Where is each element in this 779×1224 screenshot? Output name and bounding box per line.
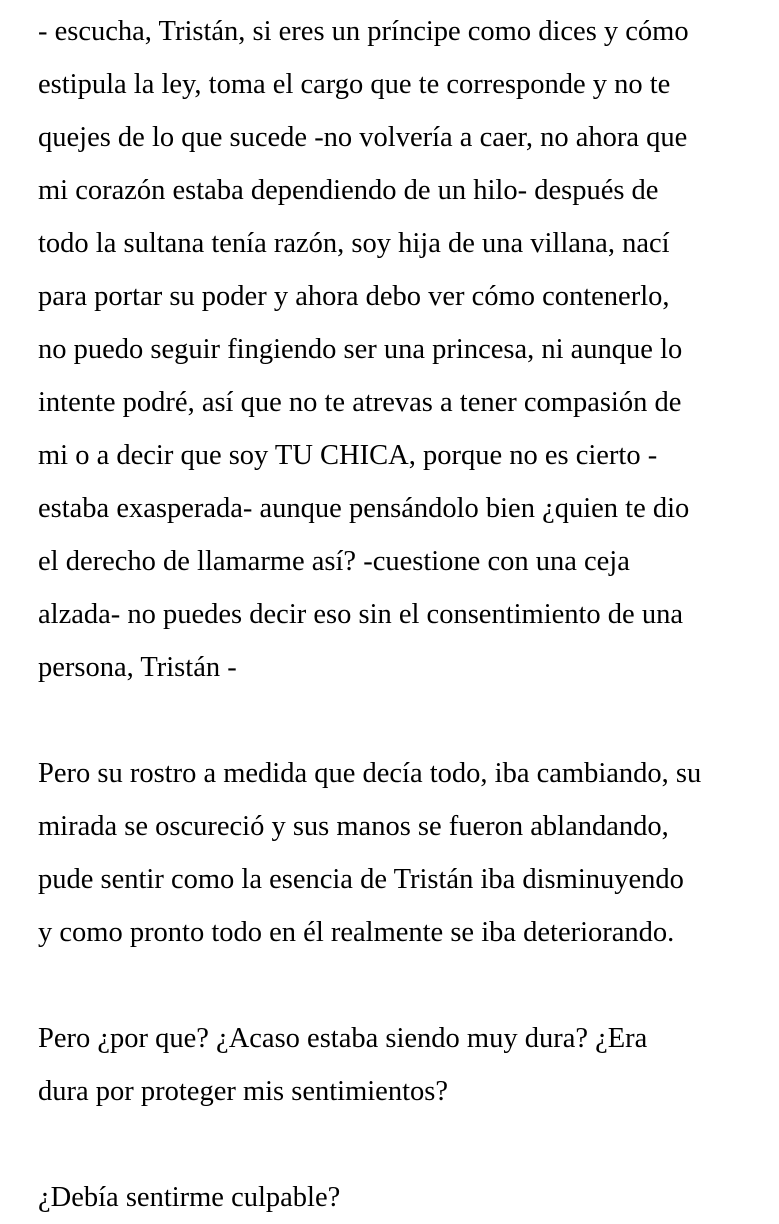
text-line: mi o a decir que soy TU CHICA, porque no es cierto - — [38, 440, 658, 471]
paragraph-2 — [38, 747, 759, 959]
text-line: dura por proteger mis sentimientos? — [38, 1076, 448, 1107]
text-line: mi corazón estaba dependiendo de un hilo- después de — [38, 175, 659, 206]
text-line: y como pronto todo en él realmente se iba deteriorando. — [38, 917, 675, 948]
text-line: no puedo seguir fingiendo ser una princesa, ni aunque lo — [38, 334, 683, 365]
paragraph-spacer — [38, 1118, 759, 1171]
text-line: estaba exasperada- aunque pensándolo bien ¿quien te dio — [38, 493, 690, 524]
text-line: alzada- no puedes decir eso sin el consentimiento de una — [38, 599, 683, 630]
text-line: todo la sultana tenía razón, soy hija de una villana, nací — [38, 228, 670, 259]
text-line: Pero ¿por que? ¿Acaso estaba siendo muy dura? ¿Era — [38, 1023, 648, 1054]
text-line: quejes de lo que sucede -no volvería a caer, no ahora que — [38, 122, 688, 153]
text-line: intente podré, así que no te atrevas a tener compasión de — [38, 387, 682, 418]
paragraph-spacer — [38, 959, 759, 1012]
text-body — [38, 5, 759, 1224]
paragraph-spacer — [38, 694, 759, 747]
text-line: estipula la ley, toma el cargo que te corresponde y no te — [38, 69, 671, 100]
text-line: - escucha, Tristán, si eres un príncipe como dices y cómo — [38, 16, 689, 47]
paragraph-3 — [38, 1012, 759, 1118]
text-line: Pero su rostro a medida que decía todo, iba cambiando, su — [38, 758, 702, 789]
text-line: pude sentir como la esencia de Tristán iba disminuyendo — [38, 864, 684, 895]
paragraph-1 — [38, 5, 759, 694]
paragraph-4 — [38, 1171, 759, 1224]
text-line: persona, Tristán - — [38, 652, 237, 683]
text-line: el derecho de llamarme así? -cuestione con una ceja — [38, 546, 630, 577]
text-line: para portar su poder y ahora debo ver cómo contenerlo, — [38, 281, 670, 312]
text-line: mirada se oscureció y sus manos se fueron ablandando, — [38, 811, 669, 842]
text-line: ¿Debía sentirme culpable? — [38, 1182, 341, 1213]
